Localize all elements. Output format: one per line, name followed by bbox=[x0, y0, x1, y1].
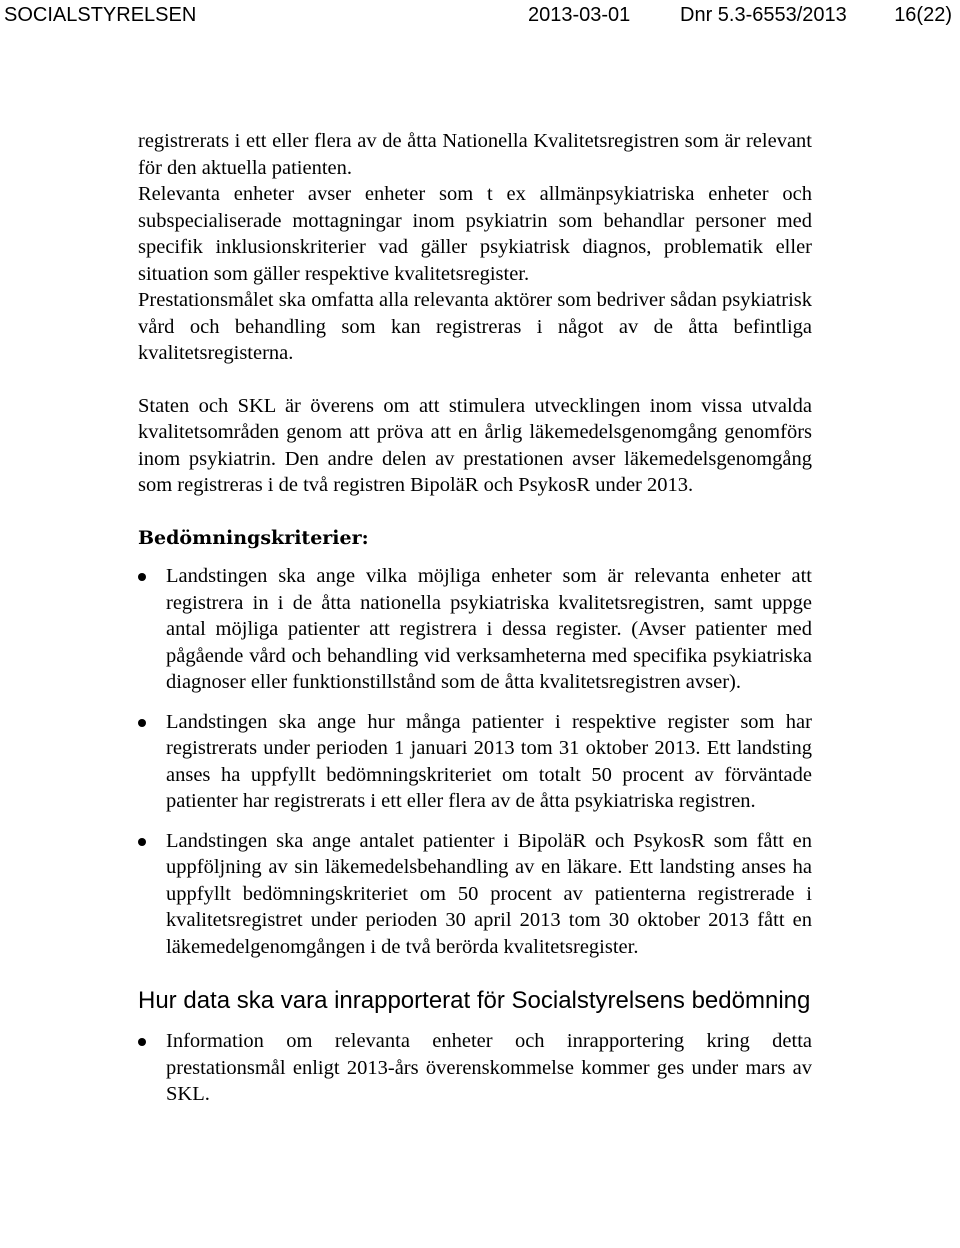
bullet-icon bbox=[138, 1038, 146, 1046]
document-body bbox=[138, 128, 812, 1121]
header-page-number: 16(22) bbox=[894, 4, 952, 26]
list-item bbox=[138, 1028, 812, 1108]
header-reference-number: Dnr 5.3-6553/2013 bbox=[680, 4, 847, 26]
criteria-list bbox=[138, 563, 812, 960]
page-header bbox=[0, 0, 960, 30]
list-item-text: Information om relevanta enheter och inrapportering kring detta prestationsmål enligt 2013-års överenskommelse kommer ges under mars av SKL. bbox=[166, 1030, 812, 1105]
list-item-text: Landstingen ska ange antalet patienter i BipoläR och PsykosR som fått en uppföljning av sin läkemedelsbehandling av en läkare. Ett landsting anses ha uppfyllt bedömningskriteriet om 50 procent av patienterna registrerade i kvalitetsregistret under perioden 30 april 2013 tom 30 oktober 2013 fått en läkemedelgenomgången i de två berörda kvalitetsregister. bbox=[166, 829, 812, 958]
header-date: 2013-03-01 bbox=[528, 4, 631, 26]
paragraph-relevant-units: Relevanta enheter avser enheter som t ex allmänpsykiatriska enheter och subspecialiserade mottagningar inom psykiatrin som behandlar personer med specifik inklusionskriterier vad gäller psykiatrisk diagnos, problematik eller situation som gäller respektive kvalitetsregister. bbox=[138, 183, 812, 285]
list-item bbox=[138, 828, 812, 961]
list-item bbox=[138, 709, 812, 815]
list-item-text: Landstingen ska ange vilka möjliga enheter som är relevanta enheter att registrera in i de åtta nationella psykiatriska kvalitetsregistren, samt uppge antal möjliga patienter att registrera i dessa register. (Avser patienter med pågående vård och behandling vid verksamheterna med specifika psykiatriska diagnoser eller funktionstillstånd som de åtta kvalitetsregistren avser). bbox=[166, 565, 812, 693]
paragraph-spacer bbox=[138, 367, 812, 393]
bullet-icon bbox=[138, 573, 146, 581]
paragraph-spacer bbox=[138, 499, 812, 525]
paragraph-continuation: registrerats i ett eller flera av de åtta Nationella Kvalitetsregistren som är relevant för den aktuella patienten. bbox=[138, 130, 812, 179]
bullet-icon bbox=[138, 838, 146, 846]
header-organization: SOCIALSTYRELSEN bbox=[4, 4, 197, 26]
criteria-heading: Bedömningskriterier: bbox=[138, 526, 369, 549]
paragraph-performance-goal: Prestationsmålet ska omfatta alla relevanta aktörer som bedriver sådan psykiatrisk vård och behandling som kan registreras i något av de åtta befintliga kvalitetsregisterna. bbox=[138, 289, 812, 364]
list-item bbox=[138, 563, 812, 696]
bullet-icon bbox=[138, 719, 146, 727]
paragraph-state-skl: Staten och SKL är överens om att stimulera utvecklingen inom vissa utvalda kvalitetsområden genom att pröva att en årlig läkemedelsgenomgång genomförs inom psykiatrin. Den andre delen av prestationen avser läkemedelsgenomgång som registreras i de två registren BipoläR och PsykosR under 2013. bbox=[138, 394, 812, 496]
list-item-text: Landstingen ska ange hur många patienter i respektive register som har registrerats under perioden 1 januari 2013 tom 31 oktober 2013. Ett landsting anses ha uppfyllt bedömningskriteriet om totalt 50 procent av förväntade patienter har registrerats i ett eller flera av de åtta psykiatriska registren. bbox=[166, 710, 812, 812]
reporting-list bbox=[138, 1028, 812, 1108]
reporting-heading: Hur data ska vara inrapporterat för Socialstyrelsens bedömning bbox=[138, 987, 811, 1014]
